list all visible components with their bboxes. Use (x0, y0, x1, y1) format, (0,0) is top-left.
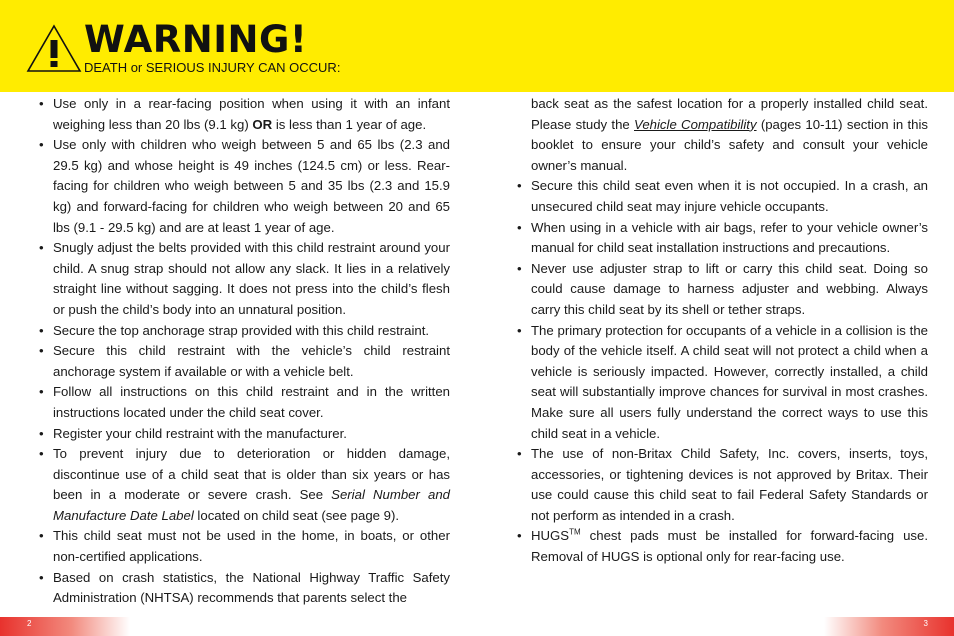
page-number-right: 3 (923, 619, 928, 628)
list-item: • This child seat must not be used in the home, in boats, or other non-certified applications. (36, 526, 450, 567)
list-item: • The primary protection for occupants of a vehicle in a collision is the body of the vehicle itself. A child seat will not protect a child when a vehicle is seriously impacted. However, correctly installed, a child seat will substantially improve chances for survival in most crashes. Make sure all users fully understand the correct ways to use this child seat in a vehicle. (514, 321, 928, 445)
list-item: • Secure this child seat even when it is not occupied. In a crash, an unsecured child seat may injure vehicle occupants. (514, 176, 928, 217)
list-item: • Use only with children who weigh between 5 and 65 lbs (2.3 and 29.5 kg) and whose height is 49 inches (124.5 cm) or less. Rear-facing for children who weigh between 5 and 35 lbs (2.3 and 15.9 kg) and forward-facing for children who weigh between 20 and 65 lbs (9.1 - 29.5 kg) and are at least 1 year of age. (36, 135, 450, 238)
warning-triangle-icon (26, 24, 82, 74)
warning-banner (0, 0, 954, 92)
list-item: • When using in a vehicle with air bags, refer to your vehicle owner’s manual for child seat installation instructions and precautions. (514, 218, 928, 259)
footer-accent-right (824, 617, 954, 636)
warning-list-right (514, 176, 928, 567)
list-item: • Never use adjuster strap to lift or carry this child seat. Doing so could cause damage to harness adjuster and webbing. Always carry this child seat by its shell or tether straps. (514, 259, 928, 321)
right-column (514, 94, 928, 568)
list-item: • Use only in a rear-facing position when using it with an infant weighing less than 20 lbs (9.1 kg) OR is less than 1 year of age. (36, 94, 450, 135)
list-item: • To prevent injury due to deterioration or hidden damage, discontinue use of a child seat that is older than six years or has been in a moderate or severe crash. See Serial Number and Manufacture Date Label located on child seat (see page 9). (36, 444, 450, 526)
list-item: • Snugly adjust the belts provided with this child restraint around your child. A snug strap should not allow any slack. It lies in a relatively straight line without sagging. It does not press into the child’s flesh or push the child’s body into an unnatural position. (36, 238, 450, 320)
list-item: • Secure this child restraint with the vehicle’s child restraint anchorage system if available or with a vehicle belt. (36, 341, 450, 382)
footer-accent-left (0, 617, 130, 636)
list-item: • Secure the top anchorage strap provided with this child restraint. (36, 321, 450, 342)
warning-list-left (36, 94, 450, 609)
warning-title: WARNING! (84, 18, 308, 61)
warning-subtitle: DEATH or SERIOUS INJURY CAN OCCUR: (84, 60, 341, 75)
left-column (36, 94, 450, 609)
list-item: • Based on crash statistics, the National Highway Traffic Safety Administration (NHTSA) recommends that parents select the (36, 568, 450, 609)
list-item: • HUGS™ chest pads must be installed for forward-facing use. Removal of HUGS is optional only for rear-facing use. (514, 526, 928, 567)
page-number-left: 2 (27, 619, 32, 628)
continued-paragraph: back seat as the safest location for a properly installed child seat. Please study the Vehicle Compatibility (pages 10-11) section in this booklet to ensure your child’s safety and consult your vehicle owner’s manual. (531, 96, 928, 173)
list-item: • The use of non-Britax Child Safety, Inc. covers, inserts, toys, accessories, or tightening devices is not approved by Britax. Their use could cause this child seat to fail Federal Safety Standards or not perform as intended in a crash. (514, 444, 928, 526)
serial-label-reference: Serial Number and Manufacture Date Label (53, 487, 450, 523)
list-item: • Register your child restraint with the manufacturer. (36, 424, 450, 445)
vehicle-compatibility-link[interactable]: Vehicle Compatibility (634, 116, 757, 132)
list-item: • Follow all instructions on this child restraint and in the written instructions located under the child seat cover. (36, 382, 450, 423)
